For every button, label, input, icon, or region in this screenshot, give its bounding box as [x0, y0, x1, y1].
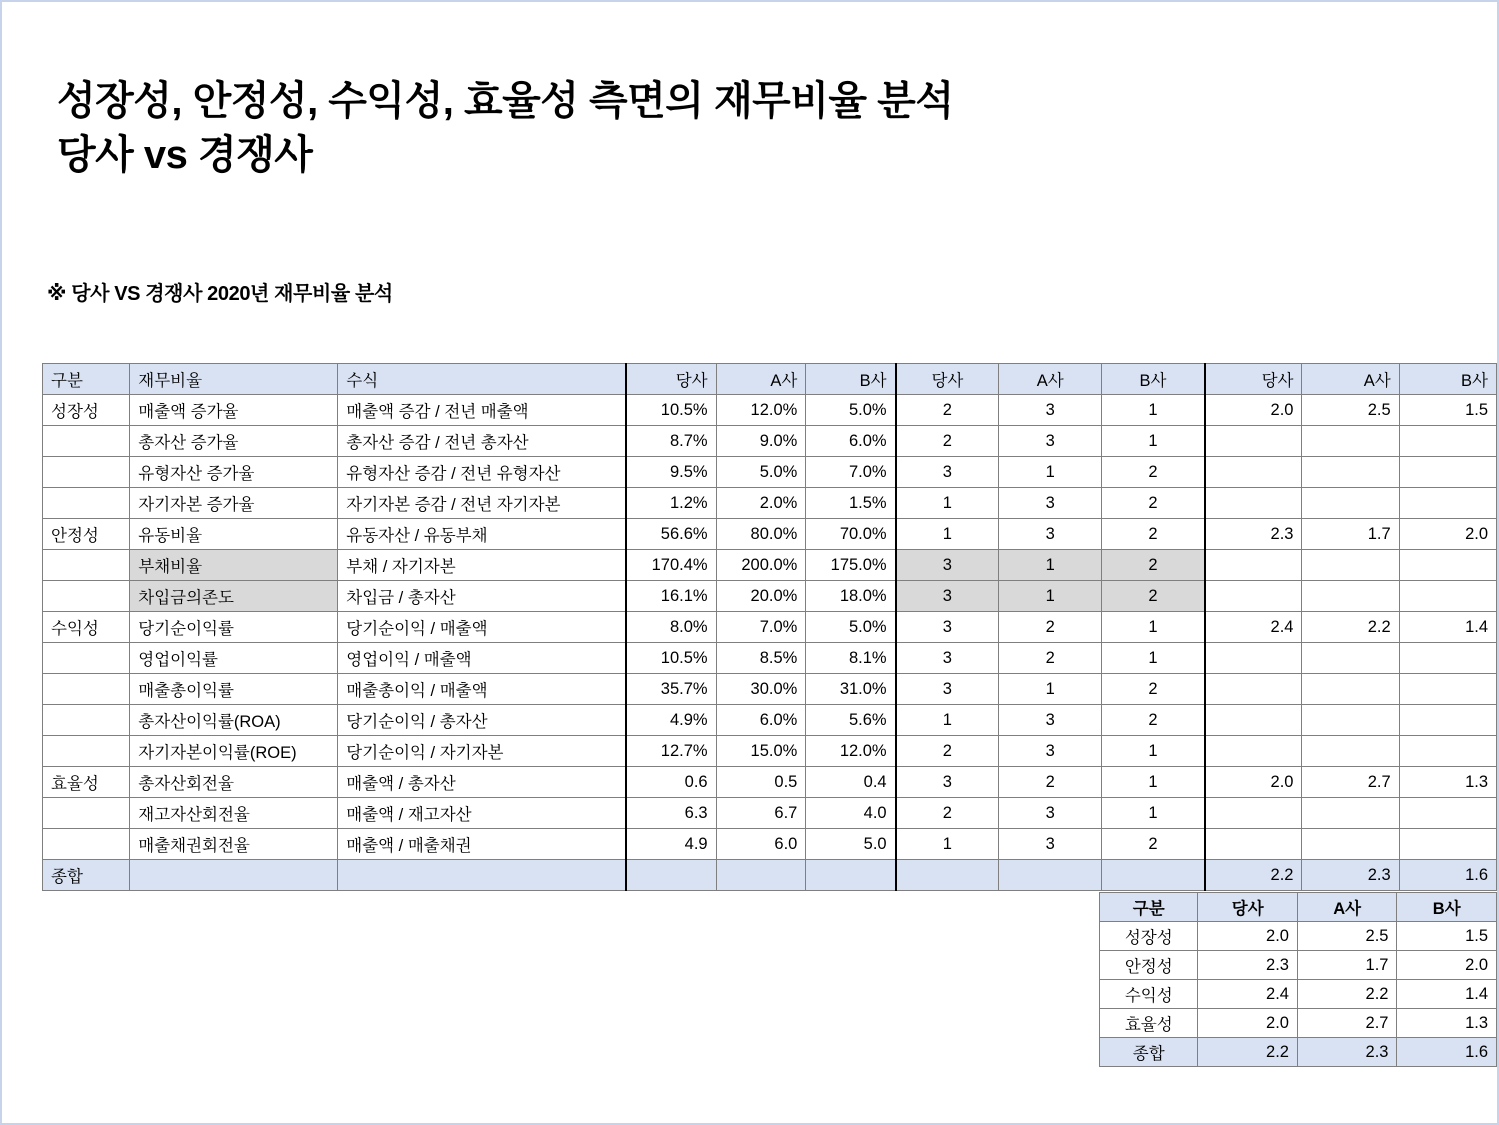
cell-ratio: 매출액 증가율	[130, 395, 338, 426]
cell-value-own: 0.6	[626, 767, 716, 798]
table-row	[43, 457, 1497, 488]
cell-value-b: 7.0%	[806, 457, 896, 488]
cell-group	[43, 798, 130, 829]
table-row	[43, 519, 1497, 550]
cell-score-own	[1205, 705, 1302, 736]
header-value-b: B사	[806, 364, 896, 395]
cell-rank-a: 1	[999, 550, 1102, 581]
summary-header-own: 당사	[1198, 893, 1298, 922]
summary-header-row	[1100, 893, 1497, 922]
cell-value-own: 6.3	[626, 798, 716, 829]
table-row	[43, 643, 1497, 674]
table-row	[43, 426, 1497, 457]
cell-score-b: 2.0	[1399, 519, 1496, 550]
table-row	[43, 550, 1497, 581]
cell-rank-a: 2	[999, 767, 1102, 798]
cell-rank-a: 3	[999, 829, 1102, 860]
cell-group: 안정성	[43, 519, 130, 550]
cell-ratio: 영업이익률	[130, 643, 338, 674]
cell-score-own	[1205, 829, 1302, 860]
cell-rank-a: 3	[999, 395, 1102, 426]
cell-ratio: 총자산이익률(ROA)	[130, 705, 338, 736]
cell-value-a: 7.0%	[716, 612, 806, 643]
table-total-row	[43, 860, 1497, 891]
cell-value-own: 4.9%	[626, 705, 716, 736]
cell-score-own	[1205, 550, 1302, 581]
page-title	[57, 74, 1357, 182]
cell-formula: 매출액 / 매출채권	[338, 829, 627, 860]
title-line-1: 성장성, 안정성, 수익성, 효율성 측면의 재무비율 분석	[57, 79, 954, 123]
cell-value-b: 5.6%	[806, 705, 896, 736]
cell-score-b	[1399, 798, 1496, 829]
summary-cell-category: 효율성	[1100, 1009, 1198, 1038]
cell-group	[43, 457, 130, 488]
summary-cell-own: 2.2	[1198, 1038, 1298, 1067]
cell-group	[43, 674, 130, 705]
cell-score-b: 1.5	[1399, 395, 1496, 426]
cell-rank-own: 2	[896, 798, 999, 829]
cell-rank-own: 1	[896, 488, 999, 519]
table-row	[43, 798, 1497, 829]
cell-rank-own: 1	[896, 519, 999, 550]
total-cell-value-a	[716, 860, 806, 891]
summary-cell-own: 2.0	[1198, 922, 1298, 951]
cell-value-a: 30.0%	[716, 674, 806, 705]
cell-formula: 유동자산 / 유동부채	[338, 519, 627, 550]
cell-value-own: 10.5%	[626, 643, 716, 674]
cell-ratio: 당기순이익률	[130, 612, 338, 643]
summary-row	[1100, 922, 1497, 951]
header-ratio: 재무비율	[130, 364, 338, 395]
header-score-own: 당사	[1205, 364, 1302, 395]
cell-rank-a: 1	[999, 457, 1102, 488]
cell-rank-b: 1	[1102, 395, 1205, 426]
cell-score-b: 1.3	[1399, 767, 1496, 798]
table-row	[43, 736, 1497, 767]
total-cell-group: 종합	[43, 860, 130, 891]
cell-score-a	[1302, 798, 1399, 829]
cell-value-a: 0.5	[716, 767, 806, 798]
title-line-2: 당사 vs 경쟁사	[57, 133, 313, 177]
cell-rank-own: 3	[896, 612, 999, 643]
summary-row	[1100, 1009, 1497, 1038]
cell-value-a: 6.0	[716, 829, 806, 860]
table-row	[43, 488, 1497, 519]
cell-ratio: 유동비율	[130, 519, 338, 550]
table-row	[43, 612, 1497, 643]
cell-value-b: 31.0%	[806, 674, 896, 705]
cell-rank-a: 3	[999, 426, 1102, 457]
summary-cell-category: 종합	[1100, 1038, 1198, 1067]
cell-value-own: 35.7%	[626, 674, 716, 705]
cell-value-own: 10.5%	[626, 395, 716, 426]
cell-rank-own: 2	[896, 426, 999, 457]
cell-group	[43, 581, 130, 612]
cell-rank-a: 2	[999, 612, 1102, 643]
cell-ratio: 자기자본 증가율	[130, 488, 338, 519]
cell-rank-b: 1	[1102, 798, 1205, 829]
cell-score-own	[1205, 798, 1302, 829]
header-score-a: A사	[1302, 364, 1399, 395]
cell-rank-b: 1	[1102, 643, 1205, 674]
cell-score-b	[1399, 581, 1496, 612]
cell-score-a	[1302, 829, 1399, 860]
cell-ratio: 재고자산회전율	[130, 798, 338, 829]
summary-cell-category: 안정성	[1100, 951, 1198, 980]
cell-value-own: 4.9	[626, 829, 716, 860]
summary-cell-own: 2.3	[1198, 951, 1298, 980]
cell-value-own: 9.5%	[626, 457, 716, 488]
summary-row	[1100, 980, 1497, 1009]
summary-header-b: B사	[1397, 893, 1497, 922]
table-row	[43, 674, 1497, 705]
cell-group	[43, 643, 130, 674]
cell-score-b	[1399, 488, 1496, 519]
table-header-row	[43, 364, 1497, 395]
total-cell-rank-own	[896, 860, 999, 891]
cell-score-a	[1302, 550, 1399, 581]
cell-rank-a: 3	[999, 798, 1102, 829]
cell-score-a: 2.5	[1302, 395, 1399, 426]
cell-ratio: 매출총이익률	[130, 674, 338, 705]
cell-rank-a: 3	[999, 519, 1102, 550]
cell-rank-b: 1	[1102, 426, 1205, 457]
cell-ratio: 자기자본이익률(ROE)	[130, 736, 338, 767]
cell-rank-own: 3	[896, 581, 999, 612]
cell-rank-a: 3	[999, 705, 1102, 736]
cell-value-b: 4.0	[806, 798, 896, 829]
cell-rank-b: 2	[1102, 488, 1205, 519]
table-row	[43, 705, 1497, 736]
cell-score-own	[1205, 643, 1302, 674]
cell-formula: 자기자본 증감 / 전년 자기자본	[338, 488, 627, 519]
cell-score-b	[1399, 736, 1496, 767]
cell-formula: 매출액 / 재고자산	[338, 798, 627, 829]
cell-rank-own: 3	[896, 550, 999, 581]
cell-value-b: 5.0%	[806, 612, 896, 643]
summary-cell-own: 2.0	[1198, 1009, 1298, 1038]
cell-value-b: 1.5%	[806, 488, 896, 519]
cell-rank-b: 1	[1102, 736, 1205, 767]
cell-ratio: 총자산 증가율	[130, 426, 338, 457]
header-value-a: A사	[716, 364, 806, 395]
summary-cell-b: 1.5	[1397, 922, 1497, 951]
cell-score-a	[1302, 643, 1399, 674]
cell-value-a: 200.0%	[716, 550, 806, 581]
cell-formula: 매출총이익 / 매출액	[338, 674, 627, 705]
summary-cell-b: 2.0	[1397, 951, 1497, 980]
cell-formula: 당기순이익 / 매출액	[338, 612, 627, 643]
summary-cell-a: 2.2	[1297, 980, 1397, 1009]
cell-score-b	[1399, 829, 1496, 860]
summary-cell-a: 2.5	[1297, 922, 1397, 951]
cell-rank-b: 2	[1102, 519, 1205, 550]
cell-formula: 유형자산 증감 / 전년 유형자산	[338, 457, 627, 488]
summary-cell-a: 1.7	[1297, 951, 1397, 980]
cell-rank-b: 2	[1102, 550, 1205, 581]
cell-score-own	[1205, 457, 1302, 488]
cell-score-own	[1205, 426, 1302, 457]
cell-formula: 당기순이익 / 총자산	[338, 705, 627, 736]
cell-score-a: 2.7	[1302, 767, 1399, 798]
total-cell-score-own: 2.2	[1205, 860, 1302, 891]
cell-value-b: 70.0%	[806, 519, 896, 550]
cell-value-b: 0.4	[806, 767, 896, 798]
cell-group	[43, 426, 130, 457]
cell-score-own: 2.0	[1205, 767, 1302, 798]
cell-value-b: 5.0	[806, 829, 896, 860]
cell-value-b: 8.1%	[806, 643, 896, 674]
summary-header-a: A사	[1297, 893, 1397, 922]
subtitle: ※ 당사 VS 경쟁사 2020년 재무비율 분석	[47, 283, 393, 305]
financial-ratio-table	[42, 363, 1497, 891]
cell-score-b	[1399, 457, 1496, 488]
cell-score-b	[1399, 550, 1496, 581]
cell-value-b: 5.0%	[806, 395, 896, 426]
cell-formula: 매출액 / 총자산	[338, 767, 627, 798]
cell-ratio: 유형자산 증가율	[130, 457, 338, 488]
cell-value-own: 1.2%	[626, 488, 716, 519]
summary-score-table	[1099, 892, 1497, 1067]
cell-value-a: 20.0%	[716, 581, 806, 612]
cell-rank-a: 3	[999, 736, 1102, 767]
cell-rank-own: 3	[896, 457, 999, 488]
cell-group	[43, 488, 130, 519]
cell-ratio: 차입금의존도	[130, 581, 338, 612]
cell-rank-a: 3	[999, 488, 1102, 519]
total-cell-value-b	[806, 860, 896, 891]
cell-score-own: 2.4	[1205, 612, 1302, 643]
summary-row	[1100, 951, 1497, 980]
cell-value-a: 12.0%	[716, 395, 806, 426]
cell-formula: 매출액 증감 / 전년 매출액	[338, 395, 627, 426]
cell-value-own: 8.0%	[626, 612, 716, 643]
cell-score-own	[1205, 488, 1302, 519]
cell-value-b: 12.0%	[806, 736, 896, 767]
total-cell-rank-a	[999, 860, 1102, 891]
total-cell-value-own	[626, 860, 716, 891]
cell-score-a	[1302, 488, 1399, 519]
cell-group: 수익성	[43, 612, 130, 643]
summary-cell-a: 2.3	[1297, 1038, 1397, 1067]
cell-score-b	[1399, 674, 1496, 705]
table-row	[43, 767, 1497, 798]
cell-rank-b: 2	[1102, 581, 1205, 612]
cell-value-own: 16.1%	[626, 581, 716, 612]
cell-rank-b: 1	[1102, 612, 1205, 643]
table-row	[43, 829, 1497, 860]
total-cell-ratio	[130, 860, 338, 891]
cell-ratio: 부채비율	[130, 550, 338, 581]
cell-value-a: 2.0%	[716, 488, 806, 519]
summary-cell-category: 성장성	[1100, 922, 1198, 951]
cell-group	[43, 829, 130, 860]
cell-score-a: 1.7	[1302, 519, 1399, 550]
cell-score-b	[1399, 426, 1496, 457]
cell-score-a: 2.2	[1302, 612, 1399, 643]
cell-formula: 총자산 증감 / 전년 총자산	[338, 426, 627, 457]
cell-value-a: 8.5%	[716, 643, 806, 674]
summary-cell-category: 수익성	[1100, 980, 1198, 1009]
cell-rank-b: 2	[1102, 705, 1205, 736]
cell-value-own: 56.6%	[626, 519, 716, 550]
cell-formula: 차입금 / 총자산	[338, 581, 627, 612]
cell-score-own	[1205, 581, 1302, 612]
cell-score-a	[1302, 426, 1399, 457]
cell-rank-own: 3	[896, 643, 999, 674]
cell-score-a	[1302, 705, 1399, 736]
header-formula: 수식	[338, 364, 627, 395]
summary-cell-b: 1.3	[1397, 1009, 1497, 1038]
cell-value-b: 18.0%	[806, 581, 896, 612]
cell-value-b: 175.0%	[806, 550, 896, 581]
cell-score-own	[1205, 674, 1302, 705]
cell-formula: 부채 / 자기자본	[338, 550, 627, 581]
summary-row	[1100, 1038, 1497, 1067]
summary-cell-b: 1.4	[1397, 980, 1497, 1009]
cell-group	[43, 550, 130, 581]
header-rank-a: A사	[999, 364, 1102, 395]
cell-group	[43, 705, 130, 736]
table-row	[43, 395, 1497, 426]
header-rank-b: B사	[1102, 364, 1205, 395]
summary-cell-b: 1.6	[1397, 1038, 1497, 1067]
cell-rank-b: 2	[1102, 674, 1205, 705]
total-cell-rank-b	[1102, 860, 1205, 891]
cell-score-b	[1399, 705, 1496, 736]
cell-value-b: 6.0%	[806, 426, 896, 457]
cell-value-own: 12.7%	[626, 736, 716, 767]
cell-score-own: 2.0	[1205, 395, 1302, 426]
cell-value-a: 9.0%	[716, 426, 806, 457]
cell-rank-a: 1	[999, 581, 1102, 612]
summary-header-category: 구분	[1100, 893, 1198, 922]
total-cell-formula	[338, 860, 627, 891]
cell-ratio: 총자산회전율	[130, 767, 338, 798]
cell-score-a	[1302, 736, 1399, 767]
cell-group: 효율성	[43, 767, 130, 798]
cell-rank-own: 1	[896, 829, 999, 860]
header-score-b: B사	[1399, 364, 1496, 395]
cell-value-a: 6.7	[716, 798, 806, 829]
cell-score-b: 1.4	[1399, 612, 1496, 643]
table-row	[43, 581, 1497, 612]
header-group: 구분	[43, 364, 130, 395]
cell-rank-a: 1	[999, 674, 1102, 705]
summary-cell-own: 2.4	[1198, 980, 1298, 1009]
cell-formula: 영업이익 / 매출액	[338, 643, 627, 674]
cell-group: 성장성	[43, 395, 130, 426]
header-rank-own: 당사	[896, 364, 999, 395]
cell-rank-own: 2	[896, 736, 999, 767]
total-cell-score-a: 2.3	[1302, 860, 1399, 891]
cell-value-a: 15.0%	[716, 736, 806, 767]
header-value-own: 당사	[626, 364, 716, 395]
cell-rank-b: 1	[1102, 767, 1205, 798]
cell-score-b	[1399, 643, 1496, 674]
cell-rank-b: 2	[1102, 829, 1205, 860]
cell-score-own: 2.3	[1205, 519, 1302, 550]
cell-rank-own: 1	[896, 705, 999, 736]
cell-value-a: 6.0%	[716, 705, 806, 736]
cell-rank-own: 3	[896, 674, 999, 705]
cell-value-own: 170.4%	[626, 550, 716, 581]
cell-ratio: 매출채권회전율	[130, 829, 338, 860]
cell-rank-own: 3	[896, 767, 999, 798]
cell-score-a	[1302, 674, 1399, 705]
cell-rank-b: 2	[1102, 457, 1205, 488]
cell-value-a: 80.0%	[716, 519, 806, 550]
cell-formula: 당기순이익 / 자기자본	[338, 736, 627, 767]
cell-score-own	[1205, 736, 1302, 767]
cell-group	[43, 736, 130, 767]
summary-cell-a: 2.7	[1297, 1009, 1397, 1038]
cell-rank-a: 2	[999, 643, 1102, 674]
cell-value-own: 8.7%	[626, 426, 716, 457]
cell-score-a	[1302, 581, 1399, 612]
cell-rank-own: 2	[896, 395, 999, 426]
cell-value-a: 5.0%	[716, 457, 806, 488]
cell-score-a	[1302, 457, 1399, 488]
total-cell-score-b: 1.6	[1399, 860, 1496, 891]
